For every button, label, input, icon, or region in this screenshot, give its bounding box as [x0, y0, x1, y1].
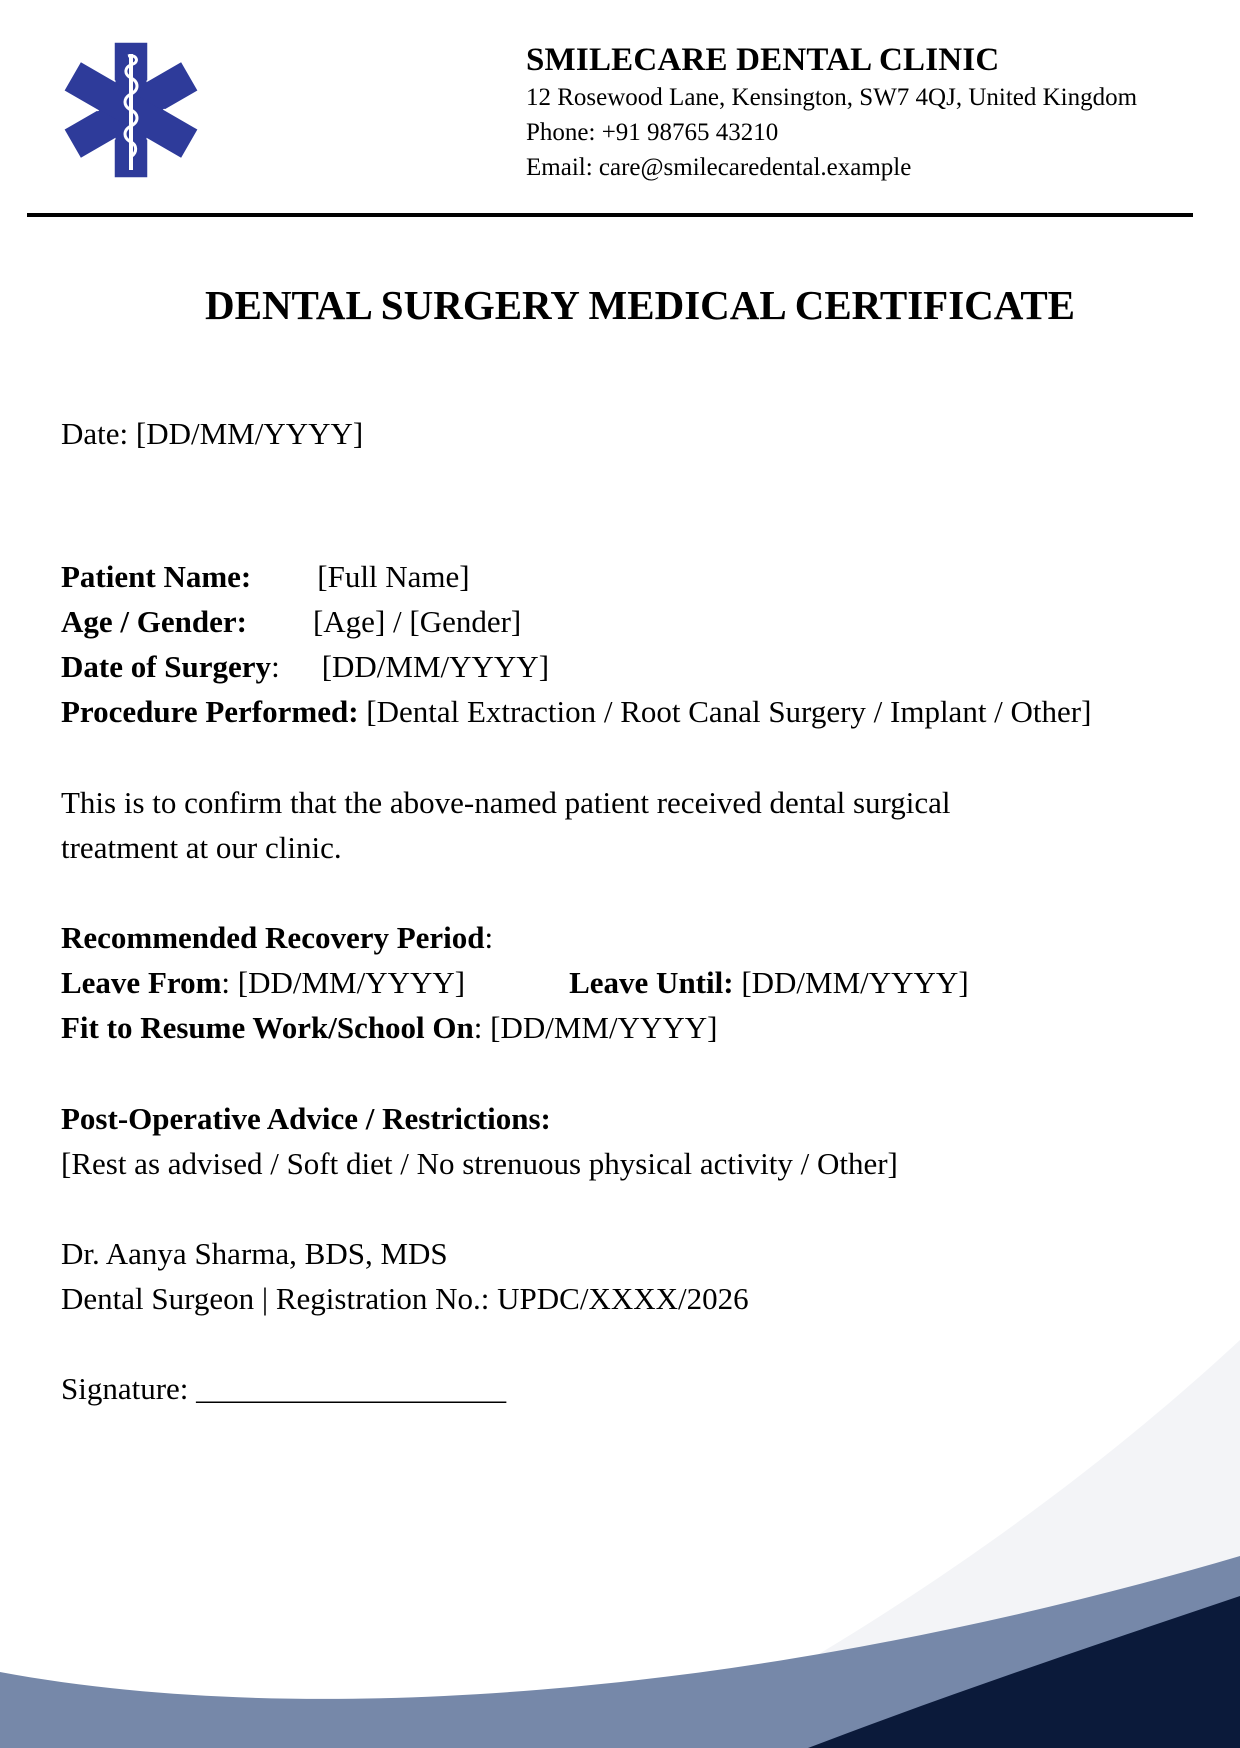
date-value: [DD/MM/YYYY] — [135, 416, 364, 451]
signature-line — [61, 1366, 506, 1411]
clinic-name: SMILECARE DENTAL CLINIC — [526, 42, 1000, 78]
recovery-section — [61, 915, 969, 1050]
surgery-date-value: [DD/MM/YYYY] — [321, 649, 550, 684]
patient-name-label: Patient Name: — [61, 559, 252, 594]
certificate-title: DENTAL SURGERY MEDICAL CERTIFICATE — [204, 282, 1076, 328]
procedure-value: [Dental Extraction / Root Canal Surgery / Implant / Other] — [366, 694, 1092, 729]
wave-faint-layer — [650, 1340, 1240, 1748]
resume-value: [DD/MM/YYYY] — [490, 1010, 718, 1045]
clinic-address: 12 Rosewood Lane, Kensington, SW7 4QJ, United Kingdom — [526, 84, 1138, 111]
leave-until-label: Leave Until: — [569, 965, 734, 1000]
surgery-date-row: Date of Surgery: [DD/MM/YYYY] — [61, 649, 550, 684]
patient-details — [61, 554, 1091, 734]
clinic-phone: Phone: +91 98765 43210 — [526, 119, 779, 146]
resume-row: Fit to Resume Work/School On: [DD/MM/YYYY] — [61, 1010, 718, 1045]
wave-dark-layer — [808, 1596, 1240, 1748]
leave-from-value: [DD/MM/YYYY] — [237, 965, 466, 1000]
age-gender-row — [61, 599, 1091, 644]
recovery-heading: Recommended Recovery Period — [61, 920, 485, 955]
surgery-date-label: Date of Surgery — [61, 649, 272, 684]
header-divider — [27, 213, 1193, 217]
signature-label: Signature: — [61, 1371, 189, 1406]
age-gender-label: Age / Gender: — [61, 604, 247, 639]
date-line — [61, 411, 363, 456]
leave-from-label: Leave From — [61, 965, 222, 1000]
doctor-registration: Dental Surgeon | Registration No.: UPDC/XXXX/2026 — [61, 1281, 749, 1316]
patient-name-row — [61, 554, 1091, 599]
date-label: Date: — [61, 416, 129, 451]
procedure-row — [61, 689, 1091, 734]
confirmation-statement: This is to confirm that the above-named patient received dental surgical treatment at our clinic. — [61, 785, 951, 865]
advice-value: [Rest as advised / Soft diet / No strenuous physical activity / Other] — [61, 1146, 898, 1181]
resume-label: Fit to Resume Work/School On — [61, 1010, 474, 1045]
wave-light-layer — [0, 1556, 1240, 1748]
doctor-name: Dr. Aanya Sharma, BDS, MDS — [61, 1236, 448, 1271]
recovery-heading-row: Recommended Recovery Period: — [61, 920, 494, 955]
clinic-header — [526, 40, 1226, 185]
star-of-life-icon — [60, 40, 202, 180]
procedure-label: Procedure Performed: — [61, 694, 359, 729]
age-gender-value: [Age] / [Gender] — [312, 604, 522, 639]
doctor-section — [61, 1231, 749, 1321]
leave-until-value: [DD/MM/YYYY] — [741, 965, 969, 1000]
clinic-email: Email: care@smilecaredental.example — [526, 154, 912, 181]
patient-name-value: [Full Name] — [317, 559, 470, 594]
signature-blank: ____________________ — [196, 1371, 507, 1406]
advice-section — [61, 1096, 898, 1186]
leave-row: Leave From: [DD/MM/YYYY] Leave Until: [DD/MM/YYYY] — [61, 965, 969, 1000]
advice-heading: Post-Operative Advice / Restrictions: — [61, 1101, 551, 1136]
